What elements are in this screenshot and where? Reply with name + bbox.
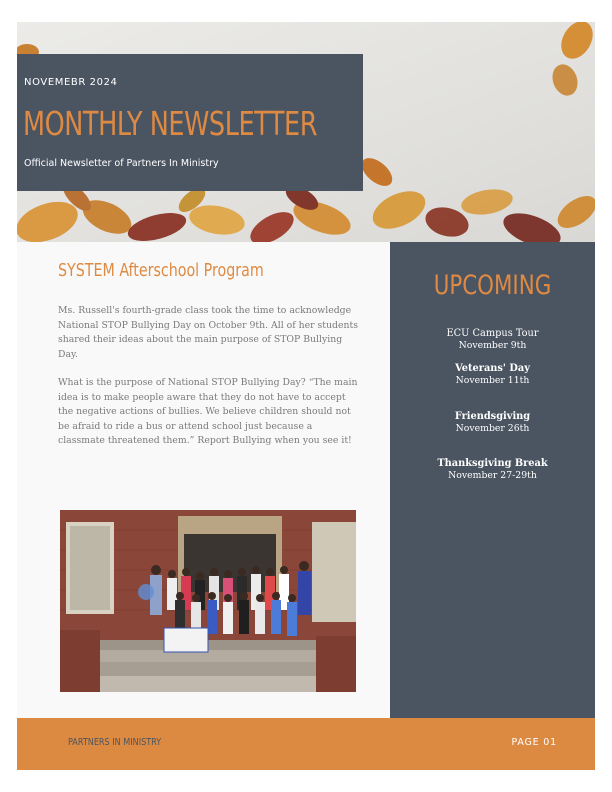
event-name: Friendsgiving bbox=[454, 411, 531, 422]
event-date: November 11th bbox=[455, 375, 530, 386]
title-box bbox=[17, 54, 363, 191]
footer-organization: PARTNERS IN MINISTRY bbox=[68, 737, 162, 748]
issue-date: NOVEMEBR 2024 bbox=[24, 77, 118, 88]
event-name: Veterans' Day bbox=[455, 363, 530, 374]
main-column bbox=[17, 242, 390, 718]
event-name: ECU Campus Tour bbox=[446, 328, 539, 339]
event-date: November 26th bbox=[455, 423, 530, 434]
group-photo-image bbox=[60, 510, 356, 692]
class-group-photo bbox=[60, 510, 356, 692]
article-paragraph-2: What is the purpose of National STOP Bullying Day? “The main idea is to make people aware that they do not have to accept the negative actions of bullies. We believe children should not be afraid to ride a bus or attend school just because a classmate threatened them.” Report Bullying when you see it! bbox=[58, 377, 358, 446]
page-footer bbox=[17, 718, 595, 770]
event-date: November 9th bbox=[458, 340, 527, 351]
event-item bbox=[390, 458, 595, 482]
newsletter-subtitle: Official Newsletter of Partners In Ministry bbox=[24, 158, 219, 169]
upcoming-title: UPCOMING bbox=[433, 270, 552, 301]
newsletter-page bbox=[17, 22, 595, 770]
newsletter-title: MONTHLY NEWSLETTER bbox=[23, 104, 318, 143]
event-name: Thanksgiving Break bbox=[437, 458, 548, 469]
event-item bbox=[390, 363, 595, 387]
header-banner bbox=[17, 22, 595, 242]
article-paragraph-1: Ms. Russell's fourth-grade class took the time to acknowledge National STOP Bullying Day on October 9th. All of her students shared their ideas about the main purpose of STOP Bullying Day. bbox=[58, 305, 358, 360]
event-date: November 27-29th bbox=[448, 470, 537, 481]
article-title: SYSTEM Afterschool Program bbox=[58, 260, 264, 281]
event-item bbox=[390, 411, 595, 435]
event-item bbox=[390, 328, 595, 352]
page-number: PAGE 01 bbox=[511, 737, 557, 748]
upcoming-sidebar bbox=[390, 242, 595, 718]
